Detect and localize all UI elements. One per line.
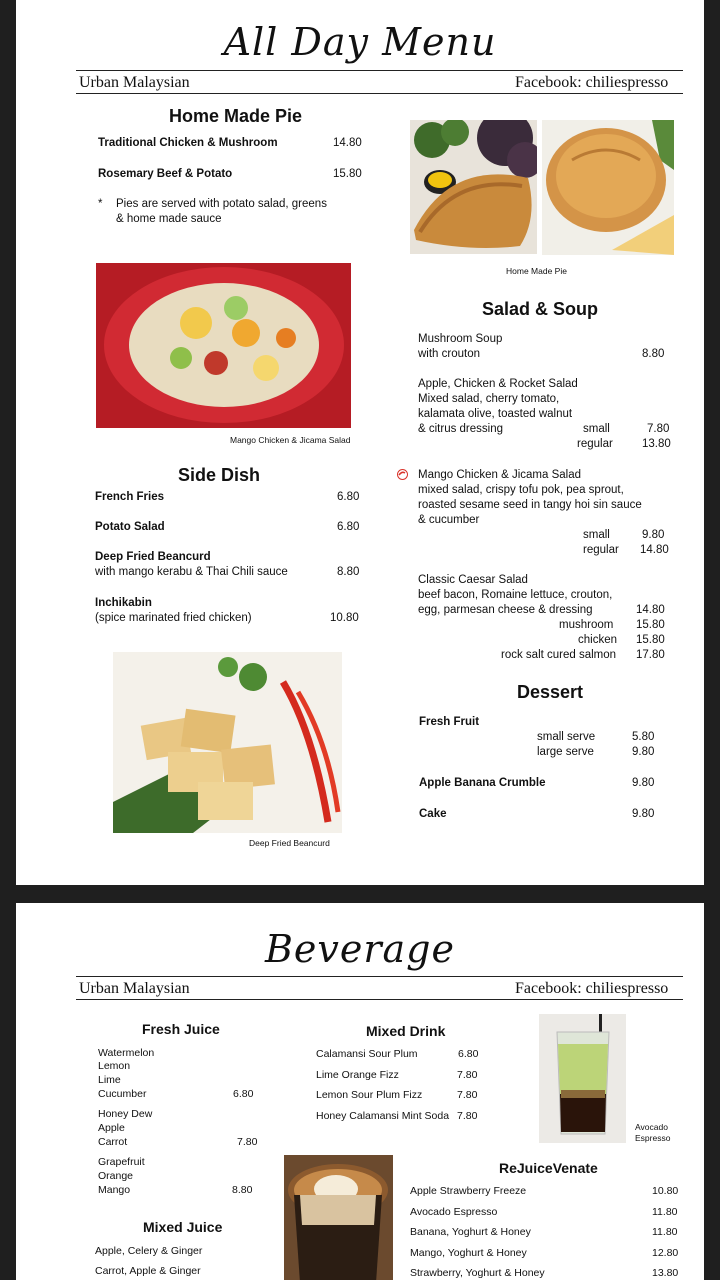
facebook-handle: Facebook: chiliespresso <box>515 74 669 91</box>
menu-item-price: 8.80 <box>642 348 665 360</box>
juice-name: Lemon <box>98 1060 131 1072</box>
drink-price: 6.80 <box>458 1048 479 1060</box>
section-title-side: Side Dish <box>178 465 261 485</box>
menu-item-text: Apple, Chicken & Rocket Salad <box>418 378 578 390</box>
menu-item-price: 9.80 <box>632 808 655 820</box>
size-label: mushroom <box>559 619 614 631</box>
juice-name: Mango <box>98 1184 131 1196</box>
drink-name: Mango, Yoghurt & Honey <box>410 1247 527 1259</box>
section-title-mixed-juice: Mixed Juice <box>143 1219 223 1235</box>
drink-name: Avocado Espresso <box>410 1206 498 1218</box>
menu-item-price: 10.80 <box>330 612 359 624</box>
menu-item-name: Apple Banana Crumble <box>419 777 546 789</box>
header-rule-bottom <box>76 93 683 94</box>
brand-name: Urban Malaysian <box>79 74 190 91</box>
section-title-fresh-juice: Fresh Juice <box>142 1021 220 1037</box>
menu-item-text: kalamata olive, toasted walnut <box>418 408 573 420</box>
juice-name: Carrot <box>98 1136 128 1148</box>
menu-item-price: 8.80 <box>337 566 360 578</box>
drink-price: 7.80 <box>457 1089 478 1101</box>
size-label: small serve <box>537 731 596 743</box>
photo-caption-pie: Home Made Pie <box>506 266 567 276</box>
pie-note: Pies are served with potato salad, greens <box>116 198 327 210</box>
drink-price: 10.80 <box>652 1185 679 1197</box>
size-label: regular <box>583 544 619 556</box>
pie-photo-2 <box>542 120 674 255</box>
menu-item-price: 13.80 <box>642 438 671 450</box>
juice-name: Apple, Celery & Ginger <box>95 1245 203 1257</box>
menu-item-price: 15.80 <box>636 634 665 646</box>
note-asterisk: * <box>98 198 103 210</box>
header-rule-top <box>76 976 683 977</box>
menu-item-price: 15.80 <box>636 619 665 631</box>
photo-caption-avocado: Espresso <box>635 1133 671 1143</box>
menu-item-price: 6.80 <box>337 521 360 533</box>
menu-item-text: & citrus dressing <box>418 423 504 435</box>
brand-name: Urban Malaysian <box>79 980 190 997</box>
menu-item-name: Potato Salad <box>95 521 165 533</box>
latte-photo <box>284 1155 393 1280</box>
drink-price: 11.80 <box>652 1226 678 1238</box>
menu-item-price: 9.80 <box>632 746 655 758</box>
menu-title: All Day Menu <box>223 20 497 64</box>
size-label: large serve <box>537 746 594 758</box>
drink-price: 7.80 <box>457 1110 478 1122</box>
photo-caption-salad: Mango Chicken & Jicama Salad <box>230 435 351 445</box>
juice-name: Lime <box>98 1074 121 1086</box>
juice-name: Grapefruit <box>98 1156 145 1168</box>
drink-name: Calamansi Sour Plum <box>316 1048 418 1060</box>
section-title-mixed-drink: Mixed Drink <box>366 1023 446 1039</box>
pie-item-name: Rosemary Beef & Potato <box>98 168 233 180</box>
header-rule-top <box>76 70 683 71</box>
section-title-pie: Home Made Pie <box>169 106 303 126</box>
size-label: chicken <box>578 634 617 646</box>
menu-item-price: 17.80 <box>636 649 665 661</box>
size-label: small <box>583 423 610 435</box>
section-title-dessert: Dessert <box>517 682 584 702</box>
menu-item-price: 7.80 <box>647 423 670 435</box>
beancurd-photo <box>113 652 342 833</box>
drink-name: Lime Orange Fizz <box>316 1069 399 1081</box>
menu-item-text: mixed salad, crispy tofu pok, pea sprout, <box>418 484 624 496</box>
menu-item-price: 14.80 <box>640 544 669 556</box>
juice-price: 8.80 <box>232 1184 253 1196</box>
menu-item-text: roasted sesame seed in tangy hoi sin sauce <box>418 499 642 511</box>
pie-note: & home made sauce <box>116 213 222 225</box>
menu-item-price: 9.80 <box>642 529 665 541</box>
drink-name: Honey Calamansi Mint Soda <box>316 1110 450 1122</box>
juice-name: Cucumber <box>98 1088 147 1100</box>
size-label: regular <box>577 438 613 450</box>
menu-item-name: Inchikabin <box>95 597 152 609</box>
drink-price: 13.80 <box>652 1267 679 1279</box>
menu-item-price: 14.80 <box>636 604 665 616</box>
menu-item-name: French Fries <box>95 491 165 503</box>
section-title-salad: Salad & Soup <box>482 299 599 319</box>
menu-page <box>16 0 704 885</box>
juice-name: Watermelon <box>98 1047 155 1059</box>
drink-name: Strawberry, Yoghurt & Honey <box>410 1267 545 1279</box>
menu-item-text: beef bacon, Romaine lettuce, crouton, <box>418 589 613 601</box>
photo-caption-beancurd: Deep Fried Beancurd <box>249 838 330 848</box>
menu-item-text: with mango kerabu & Thai Chili sauce <box>95 566 288 578</box>
menu-item-text: with crouton <box>418 348 481 360</box>
menu-item-price: 6.80 <box>337 491 360 503</box>
menu-item-text: Mixed salad, cherry tomato, <box>418 393 560 405</box>
pie-item-name: Traditional Chicken & Mushroom <box>98 137 278 149</box>
menu-item-text: (spice marinated fried chicken) <box>95 612 252 624</box>
drink-name: Lemon Sour Plum Fizz <box>316 1089 423 1101</box>
menu-item-text: egg, parmesan cheese & dressing <box>418 604 593 616</box>
pie-photo-1 <box>410 120 537 254</box>
pie-item-price: 15.80 <box>333 168 362 180</box>
pie-item-price: 14.80 <box>333 137 362 149</box>
drink-price: 7.80 <box>457 1069 478 1081</box>
juice-name: Honey Dew <box>98 1108 153 1120</box>
menu-item-name: Cake <box>419 808 447 820</box>
menu-item-price: 5.80 <box>632 731 655 743</box>
beverage-page <box>16 903 704 1280</box>
menu-item-text: Classic Caesar Salad <box>418 574 528 586</box>
header-rule-bottom <box>76 999 683 1000</box>
size-label: small <box>583 529 610 541</box>
facebook-handle: Facebook: chiliespresso <box>515 980 669 997</box>
juice-price: 6.80 <box>233 1088 254 1100</box>
menu-item-name: Fresh Fruit <box>419 716 480 728</box>
beverage-title: Beverage <box>264 927 455 971</box>
juice-name: Apple <box>98 1122 125 1134</box>
menu-item-text: Mango Chicken & Jicama Salad <box>418 469 581 481</box>
drink-price: 11.80 <box>652 1206 678 1218</box>
size-label: rock salt cured salmon <box>501 649 617 661</box>
drink-name: Apple Strawberry Freeze <box>410 1185 527 1197</box>
menu-item-text: & cucumber <box>418 514 480 526</box>
chili-icon <box>397 469 408 480</box>
menu-item-text: Mushroom Soup <box>418 333 503 345</box>
juice-name: Orange <box>98 1170 134 1182</box>
menu-item-name: Deep Fried Beancurd <box>95 551 211 563</box>
juice-price: 7.80 <box>237 1136 258 1148</box>
drink-name: Banana, Yoghurt & Honey <box>410 1226 531 1238</box>
section-title-rejuicevenate: ReJuiceVenate <box>499 1160 598 1176</box>
photo-caption-avocado: Avocado <box>635 1122 668 1132</box>
salad-photo <box>96 263 351 428</box>
menu-item-price: 9.80 <box>632 777 655 789</box>
drink-price: 12.80 <box>652 1247 679 1259</box>
juice-name: Carrot, Apple & Ginger <box>95 1265 201 1277</box>
avocado-espresso-photo <box>539 1014 626 1143</box>
